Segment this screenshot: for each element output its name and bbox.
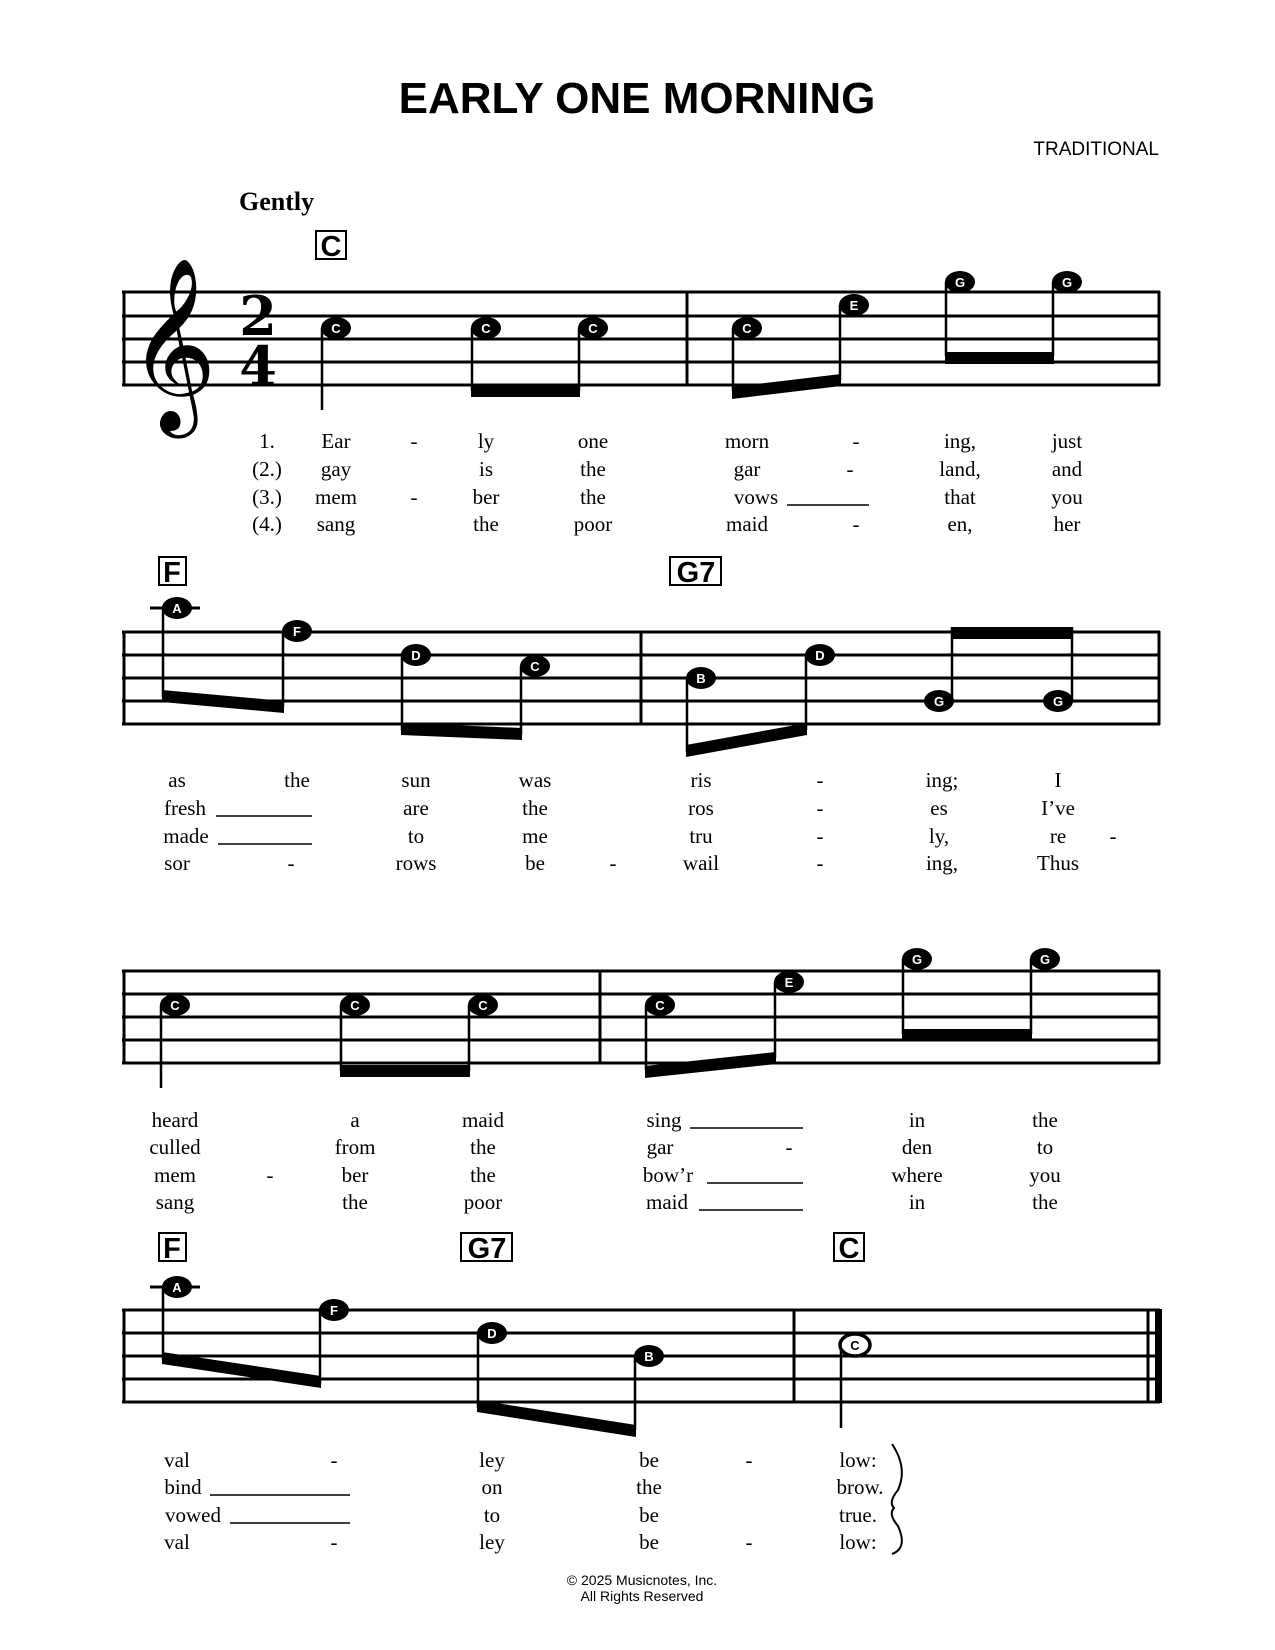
lyric-syllable: be [525, 851, 545, 875]
lyric-syllable: and [1051, 457, 1083, 481]
lyric-syllable: ley [479, 1448, 505, 1472]
lyric-syllable: vowed [165, 1503, 221, 1527]
lyric-syllable: rows [395, 851, 437, 875]
time-signature-bottom: 4 [239, 334, 277, 398]
lyric-syllable: ris [690, 768, 712, 792]
lyric-syllable: maid [646, 1190, 688, 1214]
composer-credit: TRADITIONAL [1033, 139, 1159, 160]
rights-line: All Rights Reserved [580, 1588, 704, 1604]
lyric-hyphen: - [846, 457, 854, 481]
lyric-syllable: her [1053, 512, 1081, 536]
lyric-syllable: the [580, 485, 606, 509]
lyric-syllable: on [481, 1475, 503, 1499]
lyric-syllable: the [1032, 1108, 1058, 1132]
note-name: D [411, 648, 421, 663]
note-name: C [742, 321, 752, 336]
lyric-syllable: where [891, 1163, 943, 1187]
lyric-hyphen: - [266, 1163, 274, 1187]
staff-system-1 [122, 257, 1160, 536]
note-name: A [172, 1280, 182, 1295]
note-name: C [530, 659, 540, 674]
note-name: E [784, 975, 794, 990]
lyric-syllable: be [639, 1530, 659, 1554]
lyric-hyphen: - [1109, 824, 1117, 848]
lyric-syllable: I [1054, 768, 1062, 792]
lyric-syllable: sun [401, 768, 431, 792]
lyric-syllable: just [1051, 429, 1083, 453]
lyric-syllable: the [473, 512, 499, 536]
lyric-syllable: ing; [925, 768, 959, 792]
staff-system-4 [122, 1276, 1162, 1554]
lyric-syllable: be [639, 1448, 659, 1472]
lyric-syllable: ing, [943, 429, 977, 453]
lyric-syllable: low: [839, 1448, 877, 1472]
lyric-syllable: the [470, 1163, 496, 1187]
lyric-syllable: sang [155, 1190, 195, 1214]
note-name: C [170, 998, 180, 1013]
lyric-hyphen: - [330, 1530, 338, 1554]
lyric-syllable: bow’r [642, 1163, 694, 1187]
lyric-syllable: poor [573, 512, 613, 536]
lyric-syllable: Ear [321, 429, 351, 453]
lyric-hyphen: - [410, 485, 418, 509]
lyric-syllable: sor [164, 851, 190, 875]
lyric-hyphen: - [785, 1135, 793, 1159]
verse-number: (4.) [252, 512, 282, 536]
lyric-syllable: gay [320, 457, 352, 481]
lyric-syllable: ing, [925, 851, 959, 875]
note-name: G [911, 952, 923, 967]
lyric-syllable: heard [151, 1108, 199, 1132]
lyric-syllable: to [407, 824, 425, 848]
lyric-syllable: brow. [836, 1475, 884, 1499]
note-name: D [815, 648, 825, 663]
note-name: G [1052, 694, 1064, 709]
lyric-syllable: the [470, 1135, 496, 1159]
chord-symbol: F [163, 557, 181, 589]
chord-symbol: C [320, 231, 342, 263]
lyric-syllable: from [334, 1135, 376, 1159]
lyric-syllable: low: [839, 1530, 877, 1554]
lyric-syllable: val [164, 1530, 190, 1554]
lyric-syllable: the [342, 1190, 368, 1214]
staff-system-3 [122, 948, 1160, 1214]
song-title: EARLY ONE MORNING [398, 74, 876, 123]
lyric-syllable: was [518, 768, 552, 792]
verse-brace [892, 1444, 902, 1554]
lyric-syllable: ley [479, 1530, 505, 1554]
lyric-hyphen: - [816, 768, 824, 792]
lyric-syllable: me [522, 824, 548, 848]
note-name: E [849, 298, 859, 313]
note-name: G [954, 275, 966, 290]
time-signature-top: 2 [239, 284, 277, 348]
lyric-syllable: the [284, 768, 310, 792]
lyric-syllable: val [164, 1448, 190, 1472]
lyric-syllable: as [168, 768, 186, 792]
note-name: C [350, 998, 360, 1013]
lyric-hyphen: - [816, 796, 824, 820]
lyric-hyphen: - [745, 1530, 753, 1554]
copyright-line: © 2025 Musicnotes, Inc. [566, 1572, 718, 1588]
lyric-hyphen: - [287, 851, 295, 875]
verse-number: (3.) [252, 485, 282, 509]
lyric-syllable: morn [724, 429, 770, 453]
note-name: C [850, 1338, 860, 1353]
lyric-syllable: is [478, 457, 494, 481]
note-name: C [588, 321, 598, 336]
lyric-syllable: ly, [928, 824, 950, 848]
lyric-hyphen: - [410, 429, 418, 453]
lyric-syllable: vows [733, 485, 779, 509]
note-name: F [293, 624, 301, 639]
lyric-syllable: en, [947, 512, 973, 536]
lyric-hyphen: - [816, 824, 824, 848]
lyric-syllable: ros [688, 796, 714, 820]
lyric-syllable: den [901, 1135, 933, 1159]
staff-system-2 [122, 597, 1160, 875]
chord-symbol: F [163, 1233, 181, 1265]
lyric-syllable: mem [154, 1163, 196, 1187]
lyric-syllable: tru [689, 824, 713, 848]
lyric-syllable: fresh [164, 796, 206, 820]
verse-number: (2.) [252, 457, 282, 481]
note-name: B [696, 671, 706, 686]
lyric-syllable: that [944, 485, 976, 509]
lyric-syllable: gar [646, 1135, 674, 1159]
lyric-syllable: land, [939, 457, 981, 481]
note-name: G [933, 694, 945, 709]
treble-clef-icon: 𝄞 [128, 257, 217, 431]
lyric-syllable: to [1036, 1135, 1054, 1159]
lyric-syllable: in [908, 1190, 926, 1214]
lyric-hyphen: - [330, 1448, 338, 1472]
lyric-syllable: poor [463, 1190, 503, 1214]
lyric-syllable: made [163, 824, 209, 848]
lyric-syllable: sang [316, 512, 356, 536]
lyric-syllable: are [403, 796, 429, 820]
lyric-syllable: culled [149, 1135, 201, 1159]
note-name: B [644, 1349, 654, 1364]
lyric-syllable: a [350, 1108, 360, 1132]
lyric-hyphen: - [852, 512, 860, 536]
lyric-syllable: mem [315, 485, 357, 509]
chord-symbol: G7 [676, 557, 716, 589]
lyric-syllable: maid [462, 1108, 504, 1132]
lyric-syllable: you [1051, 485, 1083, 509]
lyric-syllable: to [483, 1503, 501, 1527]
lyric-syllable: bind [164, 1475, 202, 1499]
final-barline [1155, 1309, 1162, 1403]
verse-number: 1. [259, 429, 275, 453]
note-name: G [1039, 952, 1051, 967]
note-name: C [655, 998, 665, 1013]
note-name: G [1061, 275, 1073, 290]
note-name: A [172, 601, 182, 616]
note-name: C [331, 321, 341, 336]
lyric-hyphen: - [852, 429, 860, 453]
note-name: F [330, 1303, 338, 1318]
lyric-syllable: ly [477, 429, 495, 453]
lyric-syllable: ber [472, 485, 500, 509]
lyric-syllable: I’ve [1041, 796, 1075, 820]
lyric-syllable: in [908, 1108, 926, 1132]
lyric-syllable: the [522, 796, 548, 820]
tempo-marking: Gently [239, 187, 315, 216]
lyric-syllable: gar [733, 457, 761, 481]
lyric-hyphen: - [745, 1448, 753, 1472]
note-name: C [478, 998, 488, 1013]
lyric-syllable: maid [726, 512, 768, 536]
note-name: D [487, 1326, 497, 1341]
lyric-syllable: sing [646, 1108, 682, 1132]
lyric-syllable: Thus [1037, 851, 1079, 875]
lyric-syllable: be [639, 1503, 659, 1527]
lyric-hyphen: - [816, 851, 824, 875]
chord-symbol: G7 [467, 1233, 507, 1265]
chord-symbol: C [838, 1233, 860, 1265]
lyric-syllable: the [1032, 1190, 1058, 1214]
lyric-syllable: the [636, 1475, 662, 1499]
note-name: C [481, 321, 491, 336]
lyric-syllable: re [1049, 824, 1067, 848]
lyric-syllable: the [580, 457, 606, 481]
lyric-hyphen: - [609, 851, 617, 875]
lyric-syllable: true. [839, 1503, 877, 1527]
lyric-syllable: one [577, 429, 609, 453]
lyric-syllable: wail [682, 851, 720, 875]
lyric-syllable: you [1029, 1163, 1061, 1187]
lyric-syllable: es [930, 796, 948, 820]
lyric-syllable: ber [341, 1163, 369, 1187]
